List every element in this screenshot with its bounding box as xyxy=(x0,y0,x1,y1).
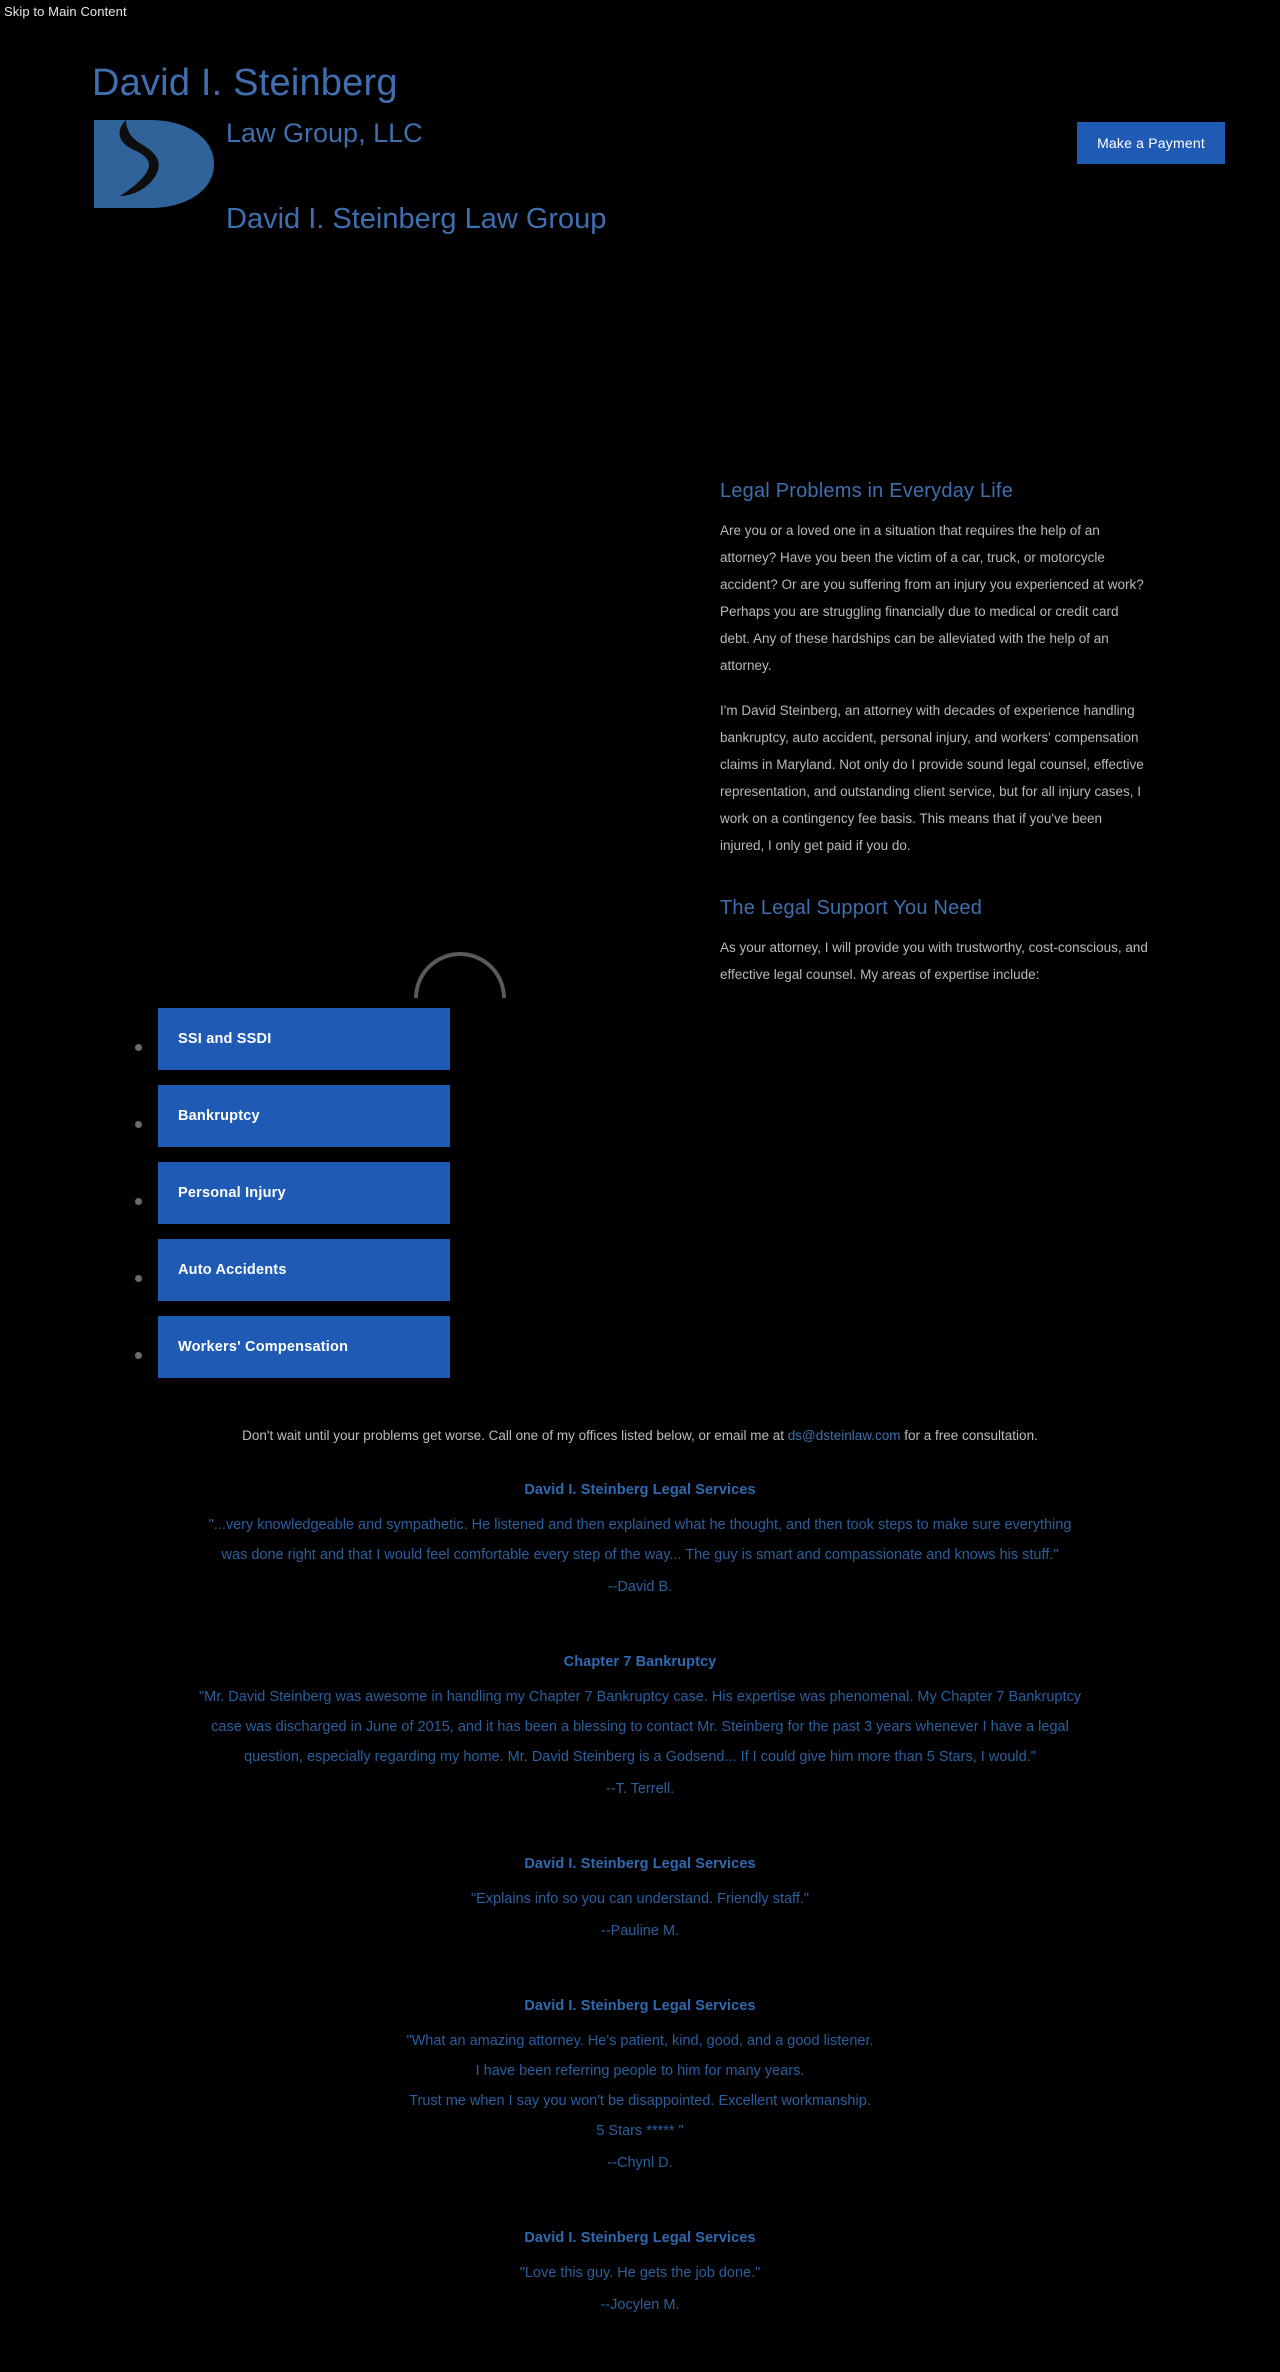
testimonial-quote xyxy=(130,2258,1150,2288)
testimonial-quote xyxy=(130,1682,1150,1772)
testimonial-quote-line: "What an amazing attorney. He's patient, kind, good, and a good listener. xyxy=(406,2033,874,2049)
testimonial-author: --Pauline M. xyxy=(600,1923,680,1939)
testimonials-section xyxy=(0,1482,1280,2372)
site-header xyxy=(0,0,1280,235)
testimonial-quote-line: I have been referring people to him for many years. xyxy=(475,2063,805,2079)
testimonial-title: David I. Steinberg Legal Services xyxy=(524,1856,756,1872)
section-heading-legal-support: The Legal Support You Need xyxy=(720,897,983,919)
testimonial-title: David I. Steinberg Legal Services xyxy=(524,1998,756,2014)
section-heading-legal-problems: Legal Problems in Everyday Life xyxy=(720,480,1014,502)
testimonial-quote xyxy=(130,1884,1150,1914)
brand-name-line-2: Law Group, LLC xyxy=(226,118,423,148)
stylized-d-logo-icon[interactable] xyxy=(92,118,220,210)
loading-spinner-icon xyxy=(408,912,512,1016)
list-item xyxy=(110,1085,460,1147)
practice-area-workers-compensation[interactable]: Workers' Compensation xyxy=(158,1316,450,1378)
email-link[interactable]: ds@dsteinlaw.com xyxy=(787,1428,901,1443)
testimonial-author: --Chynl D. xyxy=(607,2155,673,2171)
testimonial-title: David I. Steinberg Legal Services xyxy=(524,2230,756,2246)
page-title: David I. Steinberg Law Group xyxy=(226,203,607,235)
intro-column xyxy=(720,480,1148,1006)
testimonial-quote xyxy=(130,1510,1150,1570)
list-item xyxy=(110,1162,460,1224)
testimonial-quote-line: "Love this guy. He gets the job done." xyxy=(519,2265,761,2281)
practice-areas-list xyxy=(110,1008,460,1393)
intro-paragraph-3: As your attorney, I will provide you with trustworthy, cost-conscious, and effective legal counsel. My areas of expertise include: xyxy=(720,940,1148,982)
make-a-payment-button[interactable]: Make a Payment xyxy=(1077,122,1225,164)
practice-area-personal-injury[interactable]: Personal Injury xyxy=(158,1162,450,1224)
practice-area-ssi-ssdi[interactable]: SSI and SSDI xyxy=(158,1008,450,1070)
intro-paragraph-2: I'm David Steinberg, an attorney with decades of experience handling bankruptcy, auto accident, personal injury, and workers' compensation claims in Maryland. Not only do I provide sound legal counsel, effective representation, and outstanding client service, but for all injury cases, I work on a contingency fee basis. This means that if you've been injured, I only get paid if you do. xyxy=(720,703,1144,853)
contact-cta-line xyxy=(0,1428,1280,1443)
testimonial-item xyxy=(0,1654,1280,1804)
list-item xyxy=(110,1316,460,1378)
testimonial-item xyxy=(0,1998,1280,2178)
testimonial-item xyxy=(0,2230,1280,2320)
testimonial-title: David I. Steinberg Legal Services xyxy=(524,1482,756,1498)
testimonial-quote-line: "Mr. David Steinberg was awesome in handling my Chapter 7 Bankruptcy case. His expertise was phenomenal. My Chapter 7 Bankruptcy xyxy=(198,1689,1081,1705)
testimonial-quote-line: "Explains info so you can understand. Friendly staff." xyxy=(470,1891,810,1907)
testimonial-quote-line: 5 Stars ***** " xyxy=(596,2123,684,2139)
testimonial-item xyxy=(0,1482,1280,1602)
practice-area-bankruptcy[interactable]: Bankruptcy xyxy=(158,1085,450,1147)
cta-text-before: Don't wait until your problems get worse. Call one of my offices listed below, or email me at xyxy=(242,1428,788,1443)
testimonial-author: --David B. xyxy=(607,1579,673,1595)
testimonial-quote-line: case was discharged in June of 2015, and it has been a blessing to contact Mr. Steinberg for the past 3 years whenever I have a legal xyxy=(211,1719,1069,1735)
testimonial-quote-line: Trust me when I say you won't be disappointed. Excellent workmanship. xyxy=(409,2093,871,2109)
testimonial-quote-line: was done right and that I would feel comfortable every step of the way... The guy is smart and compassionate and knows his stuff." xyxy=(221,1547,1059,1563)
brand-name-line-1: David I. Steinberg xyxy=(92,62,398,104)
testimonial-author: --Jocylen M. xyxy=(600,2297,680,2313)
list-item xyxy=(110,1239,460,1301)
testimonial-quote xyxy=(130,2026,1150,2146)
testimonial-quote-line: question, especially regarding my home. Mr. David Steinberg is a Godsend... If I could give him more than 5 Stars, I would." xyxy=(244,1749,1036,1765)
list-item xyxy=(110,1008,460,1070)
intro-paragraph-1: Are you or a loved one in a situation that requires the help of an attorney? Have you been the victim of a car, truck, or motorcycle accident? Or are you suffering from an injury you experienced at work? Perhaps you are struggling financially due to medical or credit card debt. Any of these hardships can be alleviated with the help of an attorney. xyxy=(720,523,1144,673)
testimonial-title: Chapter 7 Bankruptcy xyxy=(563,1654,717,1670)
testimonial-author: --T. Terrell. xyxy=(605,1781,675,1797)
cta-text-after: for a free consultation. xyxy=(900,1428,1038,1443)
testimonial-quote-line: "...very knowledgeable and sympathetic. He listened and then explained what he thought, and then took steps to make sure everything xyxy=(208,1517,1072,1533)
testimonial-item xyxy=(0,1856,1280,1946)
skip-to-main-content-link[interactable]: Skip to Main Content xyxy=(4,4,127,19)
practice-area-auto-accidents[interactable]: Auto Accidents xyxy=(158,1239,450,1301)
